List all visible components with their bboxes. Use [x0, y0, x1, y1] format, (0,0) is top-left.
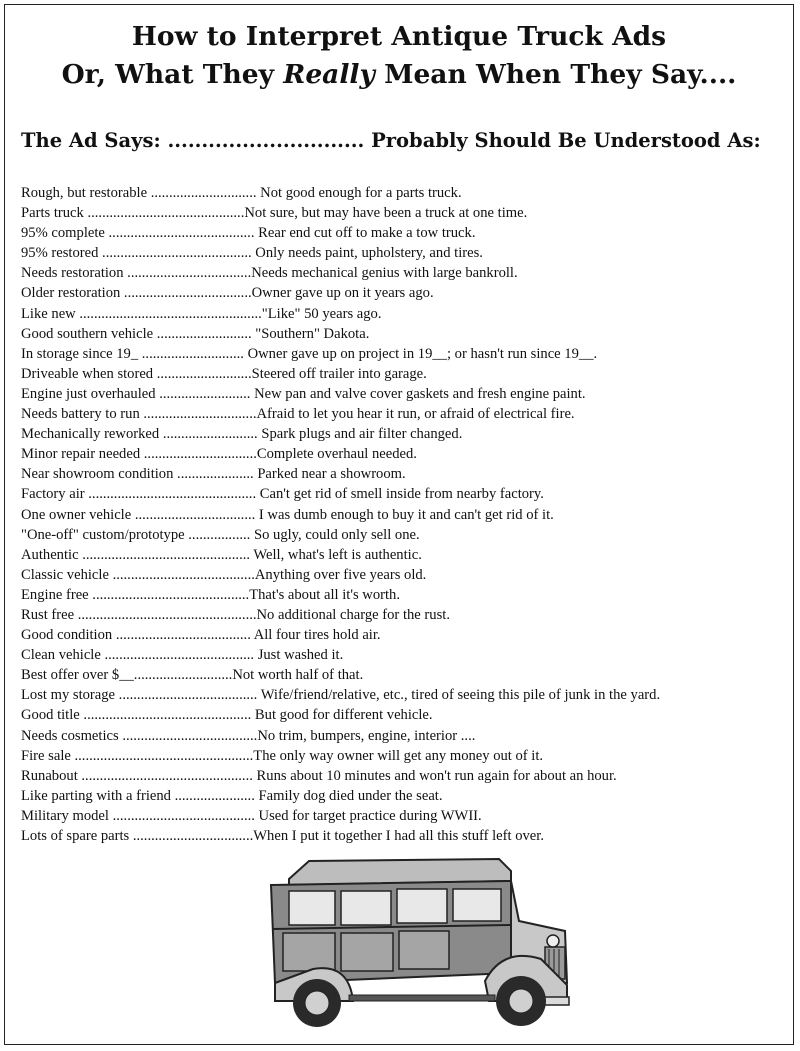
ad-meaning-text: All four tires hold air. [250, 627, 381, 644]
ad-says-text: Good title .............................................. [21, 707, 252, 724]
ad-meaning-text: I was dumb enough to buy it and can't get rid of it. [255, 506, 554, 523]
ad-phrase-row [21, 505, 791, 525]
ad-says-text: Minor repair needed ............................... [21, 446, 257, 463]
ad-says-text: Rust free ................................................. [21, 606, 257, 623]
ad-says-text: 95% complete ........................................ [21, 225, 255, 242]
ad-meaning-text: Not sure, but may have been a truck at one time. [244, 205, 528, 222]
ad-says-text: Driveable when stored .......................... [21, 365, 252, 382]
woody-truck-illustration [249, 851, 571, 1033]
ad-says-text: Older restoration ................................... [21, 285, 252, 302]
ad-says-text: In storage since 19_ ............................ [21, 345, 244, 362]
ad-phrase-row [21, 283, 791, 303]
ad-meaning-text: Not good enough for a parts truck. [256, 185, 462, 201]
ad-meaning-text: Family dog died under the seat. [254, 787, 443, 804]
ad-phrase-row [21, 404, 791, 424]
ad-phrase-row [21, 444, 791, 464]
ad-says-text: Like parting with a friend ...................... [21, 787, 255, 804]
ad-says-text: Military model ....................................... [21, 807, 255, 824]
ad-phrase-row [21, 203, 791, 223]
ad-meaning-text: Steered off trailer into garage. [251, 365, 427, 382]
ad-says-text: Best offer over $__........................... [21, 667, 233, 684]
ad-meaning-text: The only way owner will get any money out of it. [253, 747, 544, 764]
ad-says-text: Authentic .............................................. [21, 546, 251, 563]
ad-says-text: Good condition ..................................... [21, 627, 251, 644]
ad-phrase-row [21, 344, 791, 364]
ad-meaning-text: "Like" 50 years ago. [261, 305, 382, 322]
ad-phrase-row [21, 364, 791, 384]
ad-meaning-text: Needs mechanical genius with large bankroll. [251, 265, 518, 282]
ad-meaning-text: When I put it together I had all this stuff left over. [253, 828, 544, 844]
ad-meaning-text: Not worth half of that. [232, 667, 364, 684]
ad-says-text: Lots of spare parts ................................. [21, 828, 254, 844]
subtitle-emphasis: Really [283, 59, 375, 90]
ad-phrase-row [21, 806, 791, 826]
ad-phrase-row [21, 525, 791, 545]
ad-meaning-text: No trim, bumpers, engine, interior .... [257, 727, 476, 744]
ad-phrase-row [21, 545, 791, 565]
ad-says-text: Runabout ............................................... [21, 767, 253, 784]
ad-says-text: Needs battery to run ............................... [21, 406, 257, 423]
ad-says-text: Engine free ........................................... [21, 586, 250, 603]
ad-phrase-row [21, 685, 791, 705]
ad-phrase-row [21, 223, 791, 243]
ad-meaning-text: No additional charge for the rust. [256, 606, 450, 623]
ad-phrase-row [21, 384, 791, 404]
ad-says-text: "One-off" custom/prototype ................. [21, 526, 251, 543]
ad-says-text: Lost my storage ...................................... [21, 687, 258, 704]
column-heading: The Ad Says: ............................. Probably Should Be Understood As: [21, 129, 761, 152]
ad-says-text: Classic vehicle ....................................... [21, 566, 255, 583]
ad-says-text: Needs restoration .................................. [21, 265, 252, 282]
subtitle-text-start: Or, What They [61, 59, 284, 90]
ad-phrase-row [21, 484, 791, 504]
ad-phrase-row [21, 625, 791, 645]
ad-phrase-row [21, 826, 791, 846]
ad-phrase-row [21, 424, 791, 444]
ad-meaning-text: But good for different vehicle. [251, 707, 433, 724]
ad-meaning-text: Parked near a showroom. [253, 466, 406, 483]
ad-meaning-text: Afraid to let you hear it run, or afraid of electrical fire. [256, 406, 575, 423]
ad-meaning-text: Only needs paint, upholstery, and tires. [251, 245, 483, 262]
ad-phrase-row [21, 665, 791, 685]
ad-phrase-list [21, 183, 791, 846]
ad-phrase-row [21, 726, 791, 746]
ad-phrase-row [21, 645, 791, 665]
document-page [4, 4, 794, 1045]
ad-phrase-row [21, 766, 791, 786]
ad-phrase-row [21, 746, 791, 766]
ad-meaning-text: That's about all it's worth. [249, 586, 400, 603]
ad-meaning-text: "Southern" Dakota. [251, 325, 370, 342]
ad-meaning-text: New pan and valve cover gaskets and fresh engine paint. [250, 385, 586, 402]
ad-phrase-row [21, 324, 791, 344]
subtitle-text-end: Mean When They Say.... [374, 59, 737, 90]
ad-says-text: One owner vehicle ................................. [21, 506, 256, 523]
ad-says-text: Like new .................................................. [21, 305, 262, 322]
ad-phrase-row [21, 464, 791, 484]
ad-meaning-text: Runs about 10 minutes and won't run again for about an hour. [252, 767, 617, 784]
ad-phrase-row [21, 263, 791, 283]
ad-meaning-text: Wife/friend/relative, etc., tired of seeing this pile of junk in the yard. [257, 687, 661, 704]
page-title: How to Interpret Antique Truck Ads [131, 21, 667, 52]
page-subtitle [5, 57, 793, 93]
ad-meaning-text: Well, what's left is authentic. [250, 546, 422, 563]
ad-phrase-row [21, 183, 791, 203]
ad-says-text: Parts truck ........................................... [21, 205, 245, 222]
ad-says-text: Fire sale ................................................. [21, 747, 254, 764]
ad-meaning-text: Rear end cut off to make a tow truck. [254, 225, 476, 242]
ad-says-text: Engine just overhauled ......................... [21, 385, 251, 402]
ad-phrase-row [21, 304, 791, 324]
ad-says-text: Rough, but restorable ............................. [21, 185, 257, 201]
ad-meaning-text: Can't get rid of smell inside from nearby factory. [256, 486, 544, 503]
ad-phrase-row [21, 585, 791, 605]
ad-meaning-text: So ugly, could only sell one. [250, 526, 420, 543]
ad-meaning-text: Spark plugs and air filter changed. [257, 426, 463, 443]
ad-says-text: Near showroom condition ..................... [21, 466, 254, 483]
ad-phrase-row [21, 605, 791, 625]
ad-phrase-row [21, 786, 791, 806]
ad-says-text: Clean vehicle ......................................... [21, 647, 255, 664]
ad-meaning-text: Owner gave up on project in 19__; or hasn't run since 19__. [243, 345, 598, 362]
ad-meaning-text: Anything over five years old. [254, 566, 427, 583]
ad-says-text: Factory air .............................................. [21, 486, 257, 503]
ad-says-text: Needs cosmetics ..................................... [21, 727, 258, 744]
ad-meaning-text: Owner gave up on it years ago. [251, 285, 434, 302]
ad-phrase-row [21, 565, 791, 585]
ad-meaning-text: Used for target practice during WWII. [254, 807, 482, 824]
ad-meaning-text: Just washed it. [254, 647, 344, 664]
ad-meaning-text: Complete overhaul needed. [256, 446, 417, 463]
ad-phrase-row [21, 705, 791, 725]
ad-says-text: Good southern vehicle .......................... [21, 325, 252, 342]
ad-says-text: Mechanically reworked .......................... [21, 426, 258, 443]
ad-says-text: 95% restored ......................................... [21, 245, 252, 262]
ad-phrase-row [21, 243, 791, 263]
